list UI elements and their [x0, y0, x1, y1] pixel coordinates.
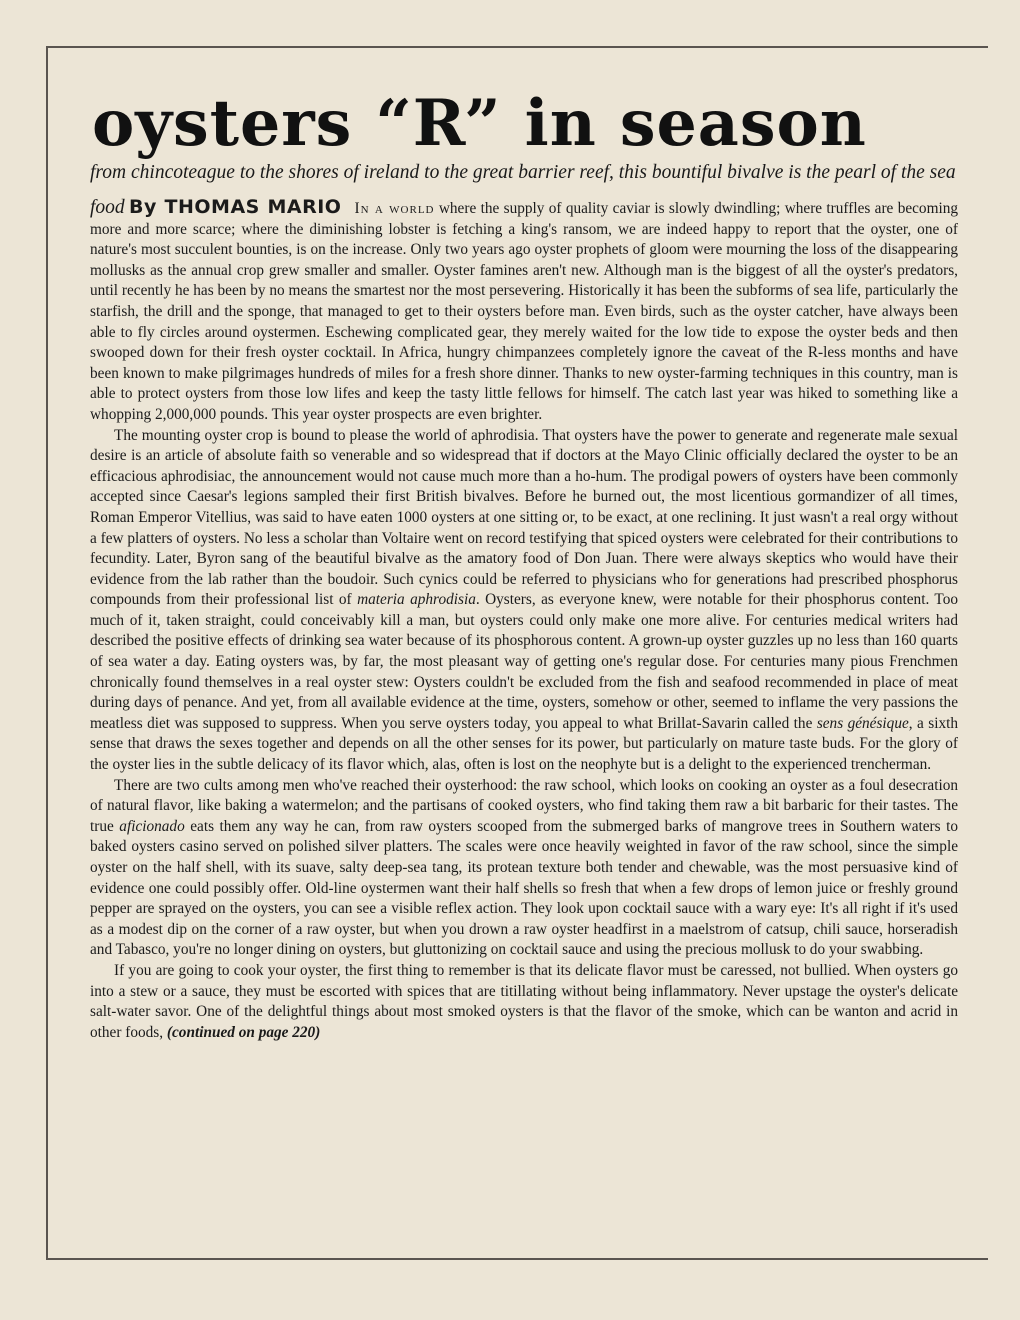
paragraph-2-italic-2: sens génésique [816, 714, 909, 732]
subtitle-continuation: food [90, 197, 125, 218]
paragraph-4 [90, 961, 958, 1043]
paragraph-3-text-b: eats them any way he can, from raw oysters scooped from the submerged barks of mangrove trees in Southern waters to baked oysters casino served on polished silver platters. The scales were once heavily weighted in favor of the raw school, since the simple oyster on the half shell, with its suave, salty deep-sea tang, its protean texture both tender and chewable, was the most persuasive kind of evidence one could possibly offer. Old-line oystermen want their half shells so fresh that when a few drops of lemon juice or freshly ground pepper are sprayed on the oysters, you can see a visible reflex action. They look upon cocktail sauce with a wary eye: It's all right if it's used as a modest dip on the corner of a raw oyster, but when you drown a raw oyster headfirst in a maelstrom of catsup, chili sauce, horseradish and Tabasco, you're no longer dining on oysters, but gluttonizing on cocktail sauce and using the precious mollusk to do your swabbing. [90, 817, 959, 959]
paragraph-2-italic-1: materia aphrodisia [357, 591, 476, 609]
byline: By THOMAS MARIO [129, 196, 342, 218]
article-headline: oysters “R” in season [92, 86, 867, 161]
article-subtitle: from chincoteague to the shores of ireland to the great barrier reef, this bountiful bivalve is the pearl of the sea [90, 162, 956, 183]
paragraph-2 [90, 426, 958, 776]
lead-in: In a world [354, 200, 435, 217]
paragraph-2-text-c: , a sixth sense that draws the sexes together and depends on all the other senses for its power, but particularly on mature taste buds. For the glory of the oyster lies in the subtle delicacy of its flavor which, alas, often is lost on the neophyte but is a delight to the experienced trencherman. [90, 714, 958, 774]
paragraph-1 [90, 197, 958, 426]
paragraph-2-text-b: . Oysters, as everyone knew, were notable for their phosphorus content. Too much of it, taken straight, could conceivably kill a man, but oysters could only make one more alive. For centuries medical writers had described the positive effects of drinking sea water because of its phosphorous content. A grown-up oyster guzzles up no less than 160 quarts of sea water a day. Eating oysters was, by far, the most pleasant way of getting one's regular dose. For centuries many pious Frenchmen chronically found themselves in a real oyster stew: Oysters couldn't be excluded from the fish and seafood recommended in place of meat during days of penance. And yet, from all available evidence at the time, oysters, somehow or other, seemed to inflame the very passions the meatless diet was supposed to suppress. When you serve oysters today, you appeal to what Brillat-Savarin called the [90, 591, 958, 732]
paragraph-1-text: where the supply of quality caviar is slowly dwindling; where truffles are becoming more and more scarce; where the diminishing lobster is fetching a king's ransom, we are indeed happy to report that the oyster, one of nature's most succulent bounties, is on the increase. Only two years ago oyster prophets of gloom were mourning the loss of the disappearing mollusks as the annual crop grew smaller and smaller. Oyster famines aren't new. Although man is the biggest of all the oyster's predators, until recently he has been by no means the smartest nor the most persevering. Historically it has been the subforms of sea life, particularly the starfish, the drill and the sponge, that managed to get to their oysters before man. Even birds, such as the oyster catcher, have always been able to fly circles around oystermen. Eschewing complicated gear, they merely waited for the low tide to expose the oyster beds and then swooped down for their fresh oyster cocktail. In Africa, hungry chimpanzees completely ignore the caveat of the R-less months and have been known to make pilgrimages hundreds of miles for a fresh shore dinner. Thanks to new oyster-farming techniques in this country, man is able to protect oysters from those low lifes and keep the tasty little fellows for himself. The catch last year was hiked to something like a whopping 2,000,000 pounds. This year oyster prospects are even brighter. [90, 200, 959, 423]
paragraph-3 [90, 776, 958, 961]
paragraph-2-text-a: The mounting oyster crop is bound to please the world of aphrodisia. That oysters have the power to generate and regenerate male sexual desire is an article of absolute faith so venerable and so widespread that if doctors at the Mayo Clinic officially declared the oyster to be an efficacious aphrodisiac, the announcement would not cause much more than a ho-hum. The prodigal powers of oysters have been commonly accepted since Caesar's legions sampled their first British bivalves. Before he burned out, the most licentious gormandizer of all times, Roman Emperor Vitellius, was said to have eaten 1000 oysters at one sitting or, to be exact, at one reclining. It just wasn't a real orgy without a few platters of oysters. No less a scholar than Voltaire went on record testifying that spiced oysters were celebrated for their contributions to fecundity. Later, Byron sang of the beautiful bivalve as the amatory food of Don Juan. There were always skeptics who would have their evidence from the lab rather than the boudoir. Such cynics could be referred to physicians who for generations had prescribed phosphorus compounds from their professional list of [90, 426, 958, 609]
article-body [90, 197, 958, 1043]
continued-note: (continued on page 220) [166, 1023, 321, 1041]
paragraph-3-italic: aficionado [119, 817, 185, 835]
paragraph-4-text: If you are going to cook your oyster, the first thing to remember is that its delicate flavor must be caressed, not bullied. When oysters go into a stew or a sauce, they must be escorted with spices that are titillating without being inflammatory. Never upstage the oyster's delicate salt-water savor. One of the delightful things about most smoked oysters is that the flavor of the smoke, which can be wanton and acrid in other foods, [90, 961, 958, 1041]
paragraph-3-text-a: There are two cults among men who've reached their oysterhood: the raw school, which looks on cooking an oyster as a foul desecration of natural flavor, like baking a watermelon; and the partisans of cooked oysters, who find taking them raw a bit barbaric for their tastes. The true [90, 776, 958, 835]
